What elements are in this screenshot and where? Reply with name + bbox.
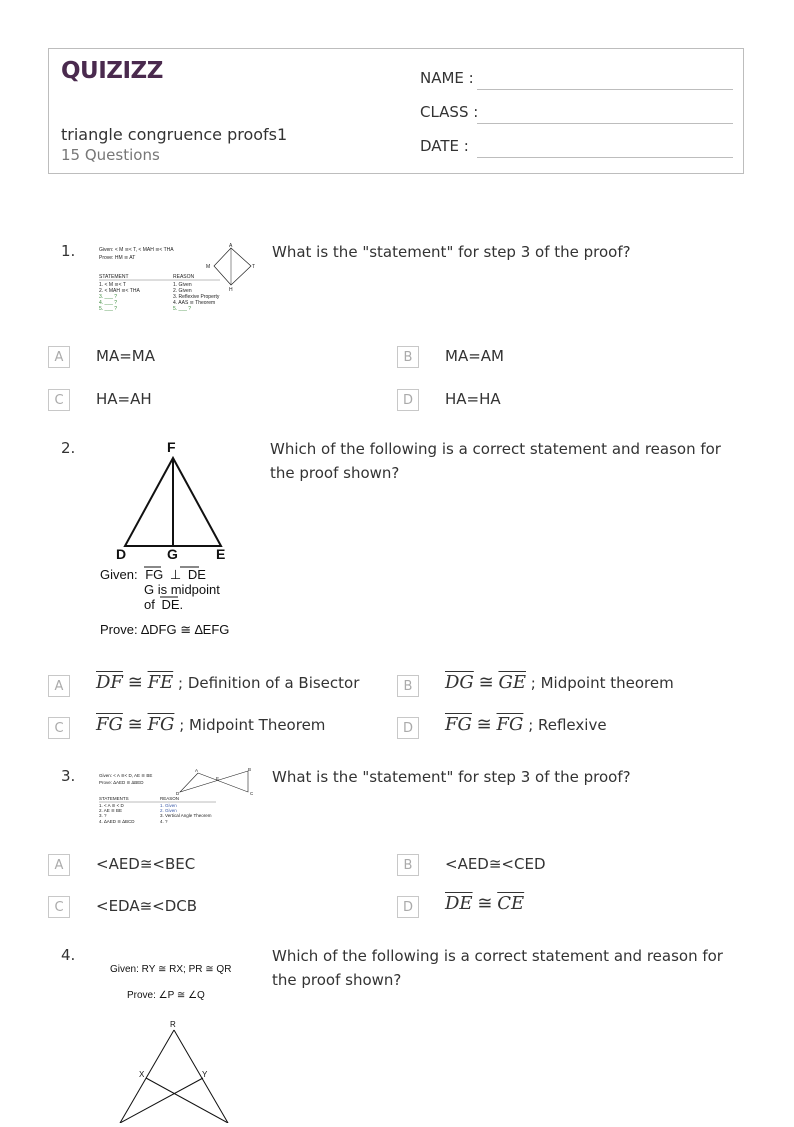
answer-text: [445, 893, 524, 914]
name-line[interactable]: [477, 89, 733, 90]
segment: $\overline{DE}$: [445, 893, 473, 914]
q3-statement: 1. < A ≅ < D: [99, 803, 124, 808]
answer-letter: B: [397, 675, 419, 697]
answer-reason: ; Midpoint theorem: [530, 674, 674, 692]
segment: $\overline{GE}$: [498, 672, 526, 693]
q4-label-r: R: [170, 1020, 176, 1029]
q1-reason: 1. Given: [173, 282, 192, 288]
name-label: NAME :: [420, 69, 474, 87]
question-1-figure: [96, 242, 258, 320]
answer-text: <EDA≅<DCB: [96, 897, 198, 915]
answer-text: [96, 714, 325, 735]
q3-given: Given: < A ≅< D, AE ≅ BE: [99, 773, 153, 778]
q4-prove: Prove: ∠P ≅ ∠Q: [127, 990, 205, 1001]
question-text: Which of the following is a correct statement and reason for the proof shown?: [270, 440, 721, 482]
answer-letter: C: [48, 389, 70, 411]
svg-text:Given: FG ⊥: [100, 567, 206, 582]
q1-given: Given: < M ≅< T, < MAH ≅< THA: [99, 247, 174, 253]
q3-reason-header: REASON: [160, 796, 180, 801]
vertex-d: D: [116, 546, 127, 562]
q3-reason: 1. Given: [160, 803, 177, 808]
answer-letter: A: [48, 675, 70, 697]
q1-reason: 2. Given: [173, 288, 192, 294]
segment: $\overline{FG}$: [496, 714, 524, 735]
worksheet-title: triangle congruence proofs1: [61, 125, 288, 144]
q1-statement-header: STATEMENT: [99, 274, 129, 280]
congruent-symbol: ≅: [476, 714, 492, 735]
q3-label-a: A: [195, 768, 199, 773]
q3-statement: 4. ∆AED ≅ ∆BCD: [99, 819, 135, 824]
answer-letter: C: [48, 896, 70, 918]
q1-reason: 5. ___ ?: [173, 306, 192, 312]
perpendicular-symbol: ⊥: [169, 567, 182, 582]
answer-reason: ; Definition of a Bisector: [178, 674, 360, 692]
q1-reason-header: REASON: [173, 274, 195, 280]
segment: $\overline{FG}$: [147, 714, 175, 735]
given-segment-de: DE: [187, 567, 206, 582]
q3-reason: 4. ?: [160, 819, 168, 824]
vertex-g: G: [167, 546, 178, 562]
congruent-symbol: ≅: [127, 714, 143, 735]
q3-statement: 3. ?: [99, 813, 107, 818]
q1-statement: 3. ___ ?: [99, 294, 118, 300]
given-label: Given:: [100, 567, 138, 582]
congruent-symbol: ≅: [127, 672, 143, 693]
q3-label-e: E: [216, 776, 220, 781]
answer-letter: A: [48, 346, 70, 368]
worksheet-header: [48, 48, 744, 174]
date-label: DATE :: [420, 137, 469, 155]
question-2-figure: [96, 436, 262, 644]
answer-text: MA=MA: [96, 347, 155, 365]
q4-given: Given: RY ≅ RX; PR ≅ QR: [110, 964, 232, 975]
vertex-e: E: [216, 546, 226, 562]
answer-letter: D: [397, 389, 419, 411]
q1-label-t: T: [252, 264, 256, 270]
question-text: What is the "statement" for step 3 of the proof?: [272, 768, 631, 786]
question-count: 15 Questions: [61, 146, 160, 164]
answer-letter: B: [397, 854, 419, 876]
q1-label-a: A: [229, 243, 233, 249]
question-text: What is the "statement" for step 3 of the proof?: [272, 243, 631, 261]
vertex-f: F: [167, 439, 176, 455]
q3-label-b: B: [248, 767, 252, 772]
given-line-3-prefix: of: [144, 597, 155, 612]
segment: $\overline{DG}$: [445, 672, 474, 693]
answer-text: <AED≅<CED: [445, 855, 546, 873]
q3-statement-header: STATEMENTS: [99, 796, 129, 801]
answer-letter: A: [48, 854, 70, 876]
q3-reason: 3. Vertical Angle Theorem: [160, 813, 212, 818]
class-line[interactable]: [477, 123, 733, 124]
answer-text: HA=HA: [445, 390, 501, 408]
segment: $\overline{FG}$: [445, 714, 472, 735]
answer-letter: C: [48, 717, 70, 739]
segment: $\overline{DF}$: [96, 672, 123, 693]
q1-statement: 1. < M ≅< T: [99, 282, 126, 288]
given-segment-fg: FG: [145, 567, 164, 582]
q1-statement: 2. < MAH ≅< THA: [99, 288, 140, 294]
given-line-3-suffix: .: [179, 597, 184, 612]
question-text: Which of the following is a correct statement and reason for the proof shown?: [272, 947, 723, 989]
answer-text: [445, 714, 607, 735]
q1-label-m: M: [206, 264, 211, 270]
answer-reason: ; Reflexive: [528, 716, 607, 734]
question-4-figure: [96, 950, 264, 1123]
given-line-2: G is midpoint: [144, 582, 220, 597]
answer-text: [445, 672, 674, 693]
answer-text: MA=AM: [445, 347, 504, 365]
answer-text: HA=AH: [96, 390, 152, 408]
answer-reason: ; Midpoint Theorem: [179, 716, 326, 734]
question-number: 3.: [61, 767, 76, 785]
date-line[interactable]: [477, 157, 733, 158]
q1-statement: 4. ___ ?: [99, 300, 118, 306]
question-number: 1.: [61, 242, 76, 260]
congruent-symbol: ≅: [477, 893, 493, 914]
q1-reason: 4. AAS ≅ Theorem: [173, 300, 216, 306]
given-line-3-seg: DE: [161, 597, 180, 612]
q3-label-c: C: [250, 791, 254, 796]
answer-text: <AED≅<BEC: [96, 855, 196, 873]
q3-label-d: D: [176, 791, 180, 796]
q3-reason: 2. Given: [160, 808, 177, 813]
prove-text: Prove: ∆DFG ≅ ∆EFG: [100, 622, 230, 637]
q4-label-x: X: [139, 1070, 145, 1079]
answer-text: [96, 672, 359, 693]
q3-prove: Prove: ∆AED ≅ ∆BED: [99, 780, 144, 785]
class-label: CLASS :: [420, 103, 479, 121]
answer-letter: D: [397, 896, 419, 918]
quizizz-logo: QUIZIZZ: [61, 58, 163, 84]
svg-text:of DE.: [144, 597, 183, 612]
answer-letter: B: [397, 346, 419, 368]
q1-reason: 3. Reflexive Property: [173, 294, 220, 300]
segment: $\overline{FE}$: [147, 672, 174, 693]
q1-label-h: H: [229, 287, 233, 293]
q1-statement: 5. ___ ?: [99, 306, 118, 312]
q3-statement: 2. AE ≅ BE: [99, 808, 123, 813]
segment: $\overline{FG}$: [96, 714, 123, 735]
q1-prove: Prove: HM ≅ AT: [99, 255, 136, 261]
question-number: 4.: [61, 946, 76, 964]
question-number: 2.: [61, 439, 76, 457]
question-3-figure: [96, 766, 260, 830]
congruent-symbol: ≅: [478, 672, 494, 693]
answer-letter: D: [397, 717, 419, 739]
segment: $\overline{CE}$: [497, 893, 525, 914]
q4-label-y: Y: [202, 1070, 208, 1079]
